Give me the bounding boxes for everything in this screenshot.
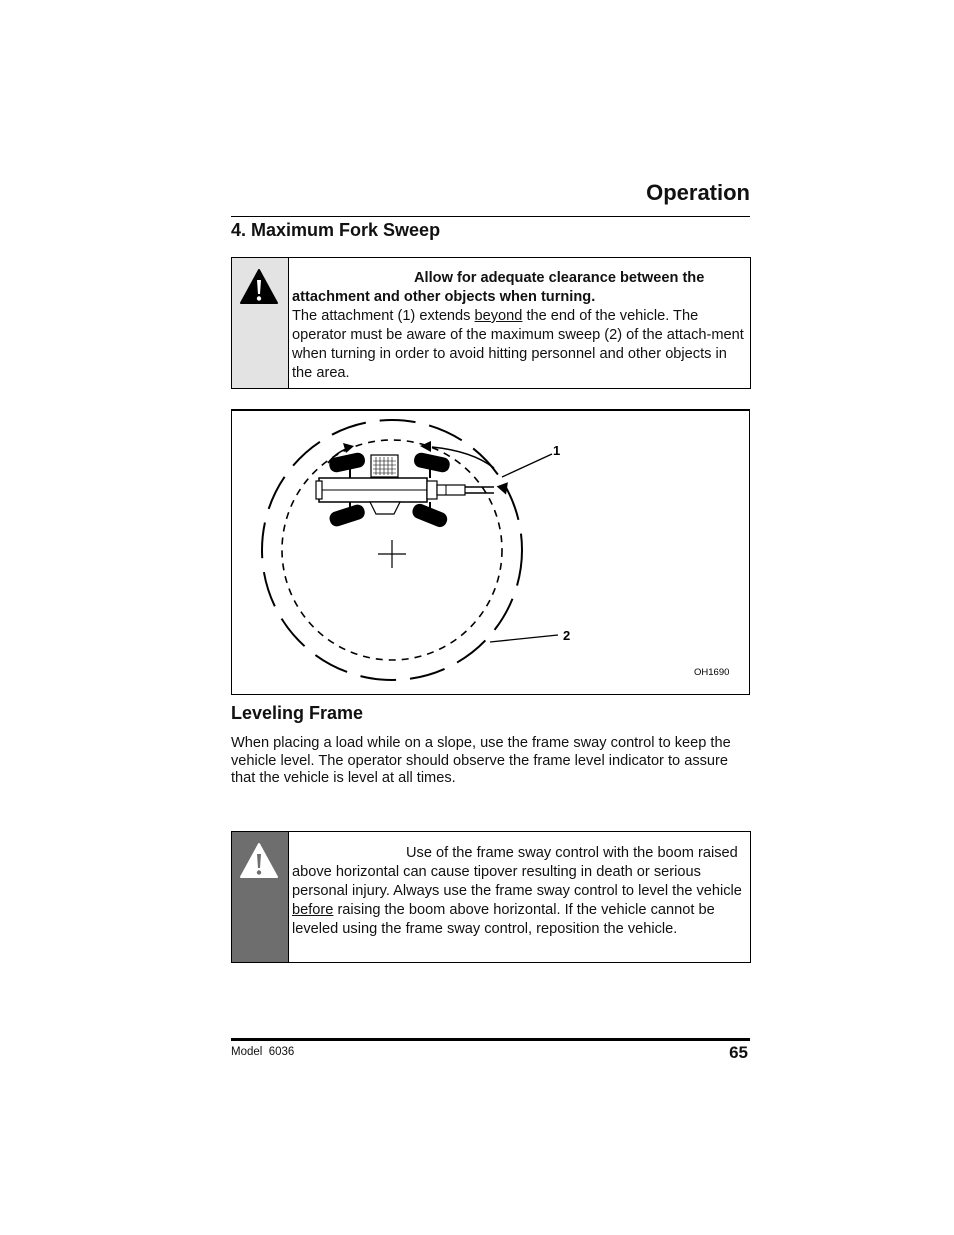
leveling-warning: [231, 831, 751, 963]
page-number: 65: [729, 1043, 748, 1062]
warning-bold-text: Allow for adequate clearance between the attachment and other objects when turning.: [292, 270, 705, 305]
fork-sweep-heading: 4. Maximum Fork Sweep: [231, 220, 441, 240]
warning-text: [292, 269, 744, 383]
leveling-heading: Leveling Frame: [231, 703, 364, 723]
callout-2-leader: [490, 635, 558, 642]
callout-2: 2: [563, 628, 571, 643]
section-title: Operation: [646, 180, 750, 205]
warning-bar: [232, 832, 289, 962]
leveling-paragraph: When placing a load while on a slope, use the frame sway control to keep the vehicle level. The operator should observe the frame level indicator to assure that the vehicle is level at all times.: [231, 735, 731, 786]
warning-triangle-icon: [239, 267, 279, 307]
callout-1-leader: [502, 454, 552, 477]
sweep-diagram: [232, 411, 749, 694]
vehicle-top-view: [316, 451, 494, 529]
fork-sweep-warning: [231, 257, 751, 389]
model-label: Model 6036: [231, 1046, 295, 1058]
warning-triangle-icon: [239, 841, 279, 881]
warning-text: [292, 844, 744, 939]
header-rule: [231, 216, 750, 217]
figure-id: OH1690: [694, 667, 730, 678]
fork-sweep-figure: [231, 409, 750, 695]
warning-body: Use of the frame sway control with the boom raised above horizontal can cause tipover resulting in death or serious personal injury. Always use the frame sway control to level the vehicle before raising the boom above horizontal. If the vehicle cannot be leveled using the frame sway control, reposition the vehicle.: [292, 845, 742, 937]
warning-bar: [232, 258, 289, 388]
warning-body: The attachment (1) extends beyond the end of the vehicle. The operator must be aware of the maximum sweep (2) of the attach-ment when turning in order to avoid hitting personnel and other objects in the area.: [292, 308, 744, 381]
callout-1: 1: [553, 443, 561, 458]
footer-rule: [231, 1038, 750, 1041]
